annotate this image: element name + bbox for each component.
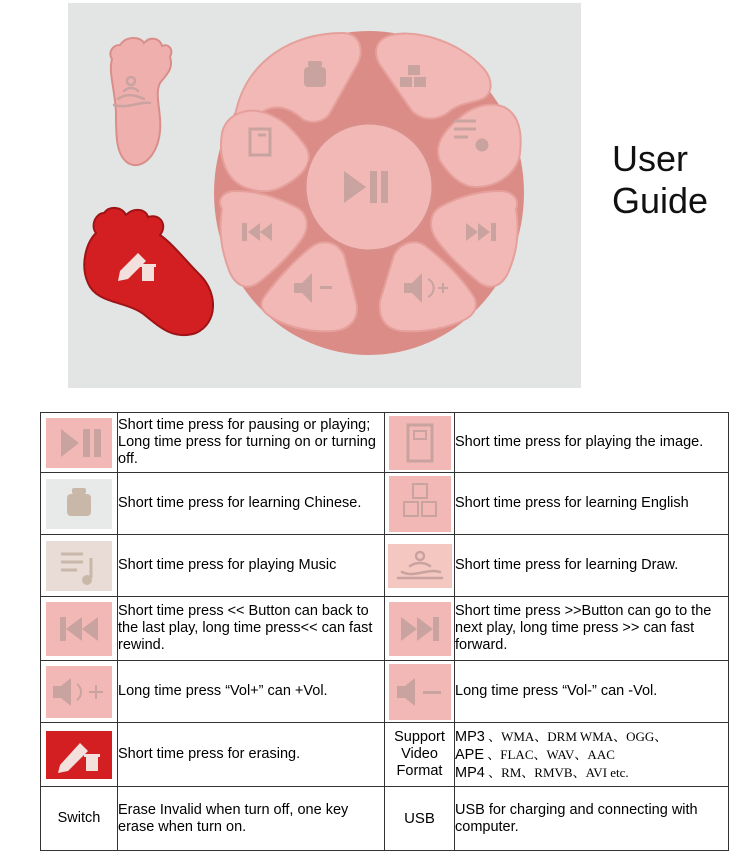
table-row: [41, 661, 729, 723]
support-video-format-label: Support Video Format: [394, 729, 445, 779]
usb-label: USB: [385, 787, 455, 851]
vol-down-icon: [393, 674, 447, 710]
usb-description: USB for charging and connecting with computer.: [455, 787, 729, 851]
english-description: Short time press for learning English: [455, 473, 729, 535]
format-line: MP4 、RM、RMVB、AVI etc.: [455, 764, 629, 781]
music-description: Short time press for playing Music: [118, 535, 385, 597]
chinese-description: Short time press for learning Chinese.: [118, 473, 385, 535]
abc-icon: [400, 480, 440, 528]
format-line: MP3 、WMA、DRM WMA、OGG、: [455, 728, 668, 745]
erase-icon: [54, 735, 104, 775]
next-description: Short time press >>Button can go to the next play, long time press >> can fast forward.: [455, 597, 729, 661]
table-row: [41, 597, 729, 661]
draw-icon: [392, 548, 448, 584]
table-row: [41, 473, 729, 535]
previous-description: Short time press << Button can back to the last play, long time press<< can fast rewind.: [118, 597, 385, 661]
music-icon: [57, 544, 101, 588]
switch-description: Erase Invalid when turn off, one key erase when turn on.: [118, 787, 385, 851]
vol-up-description: Long time press “Vol+” can +Vol.: [118, 661, 385, 723]
erase-description: Short time press for erasing.: [118, 723, 385, 787]
vol-down-description: Long time press “Vol-” can -Vol.: [455, 661, 729, 723]
table-row: [41, 787, 729, 851]
table-row: [41, 413, 729, 473]
title-line-2: Guide: [612, 180, 709, 221]
table-row: [41, 723, 729, 787]
book-icon: [400, 421, 440, 465]
format-list: [455, 723, 729, 787]
vol-up-icon: [49, 674, 109, 710]
title-line-1: User: [612, 138, 689, 179]
next-icon: [395, 611, 445, 647]
play-pause-button[interactable]: [305, 123, 433, 251]
function-table: [40, 412, 729, 851]
device-photo: [68, 3, 581, 388]
table-row: [41, 535, 729, 597]
format-line: APE 、FLAC、WAV、AAC: [455, 746, 615, 763]
prev-icon: [54, 611, 104, 647]
draw-description: Short time press for learning Draw.: [455, 535, 729, 597]
foot-draw-button[interactable]: [110, 38, 171, 165]
switch-label: Switch: [41, 787, 118, 851]
device-illustration: [68, 3, 581, 388]
chinese-icon: [59, 484, 99, 524]
image-description: Short time press for playing the image.: [455, 413, 729, 473]
page-title: [612, 138, 708, 222]
control-cluster: [214, 31, 524, 355]
play-pause-description: Short time press for pausing or playing; Long time press for turning on or turning off.: [118, 413, 385, 473]
play-pause-icon: [51, 423, 107, 463]
foot-erase-button[interactable]: [84, 208, 213, 335]
